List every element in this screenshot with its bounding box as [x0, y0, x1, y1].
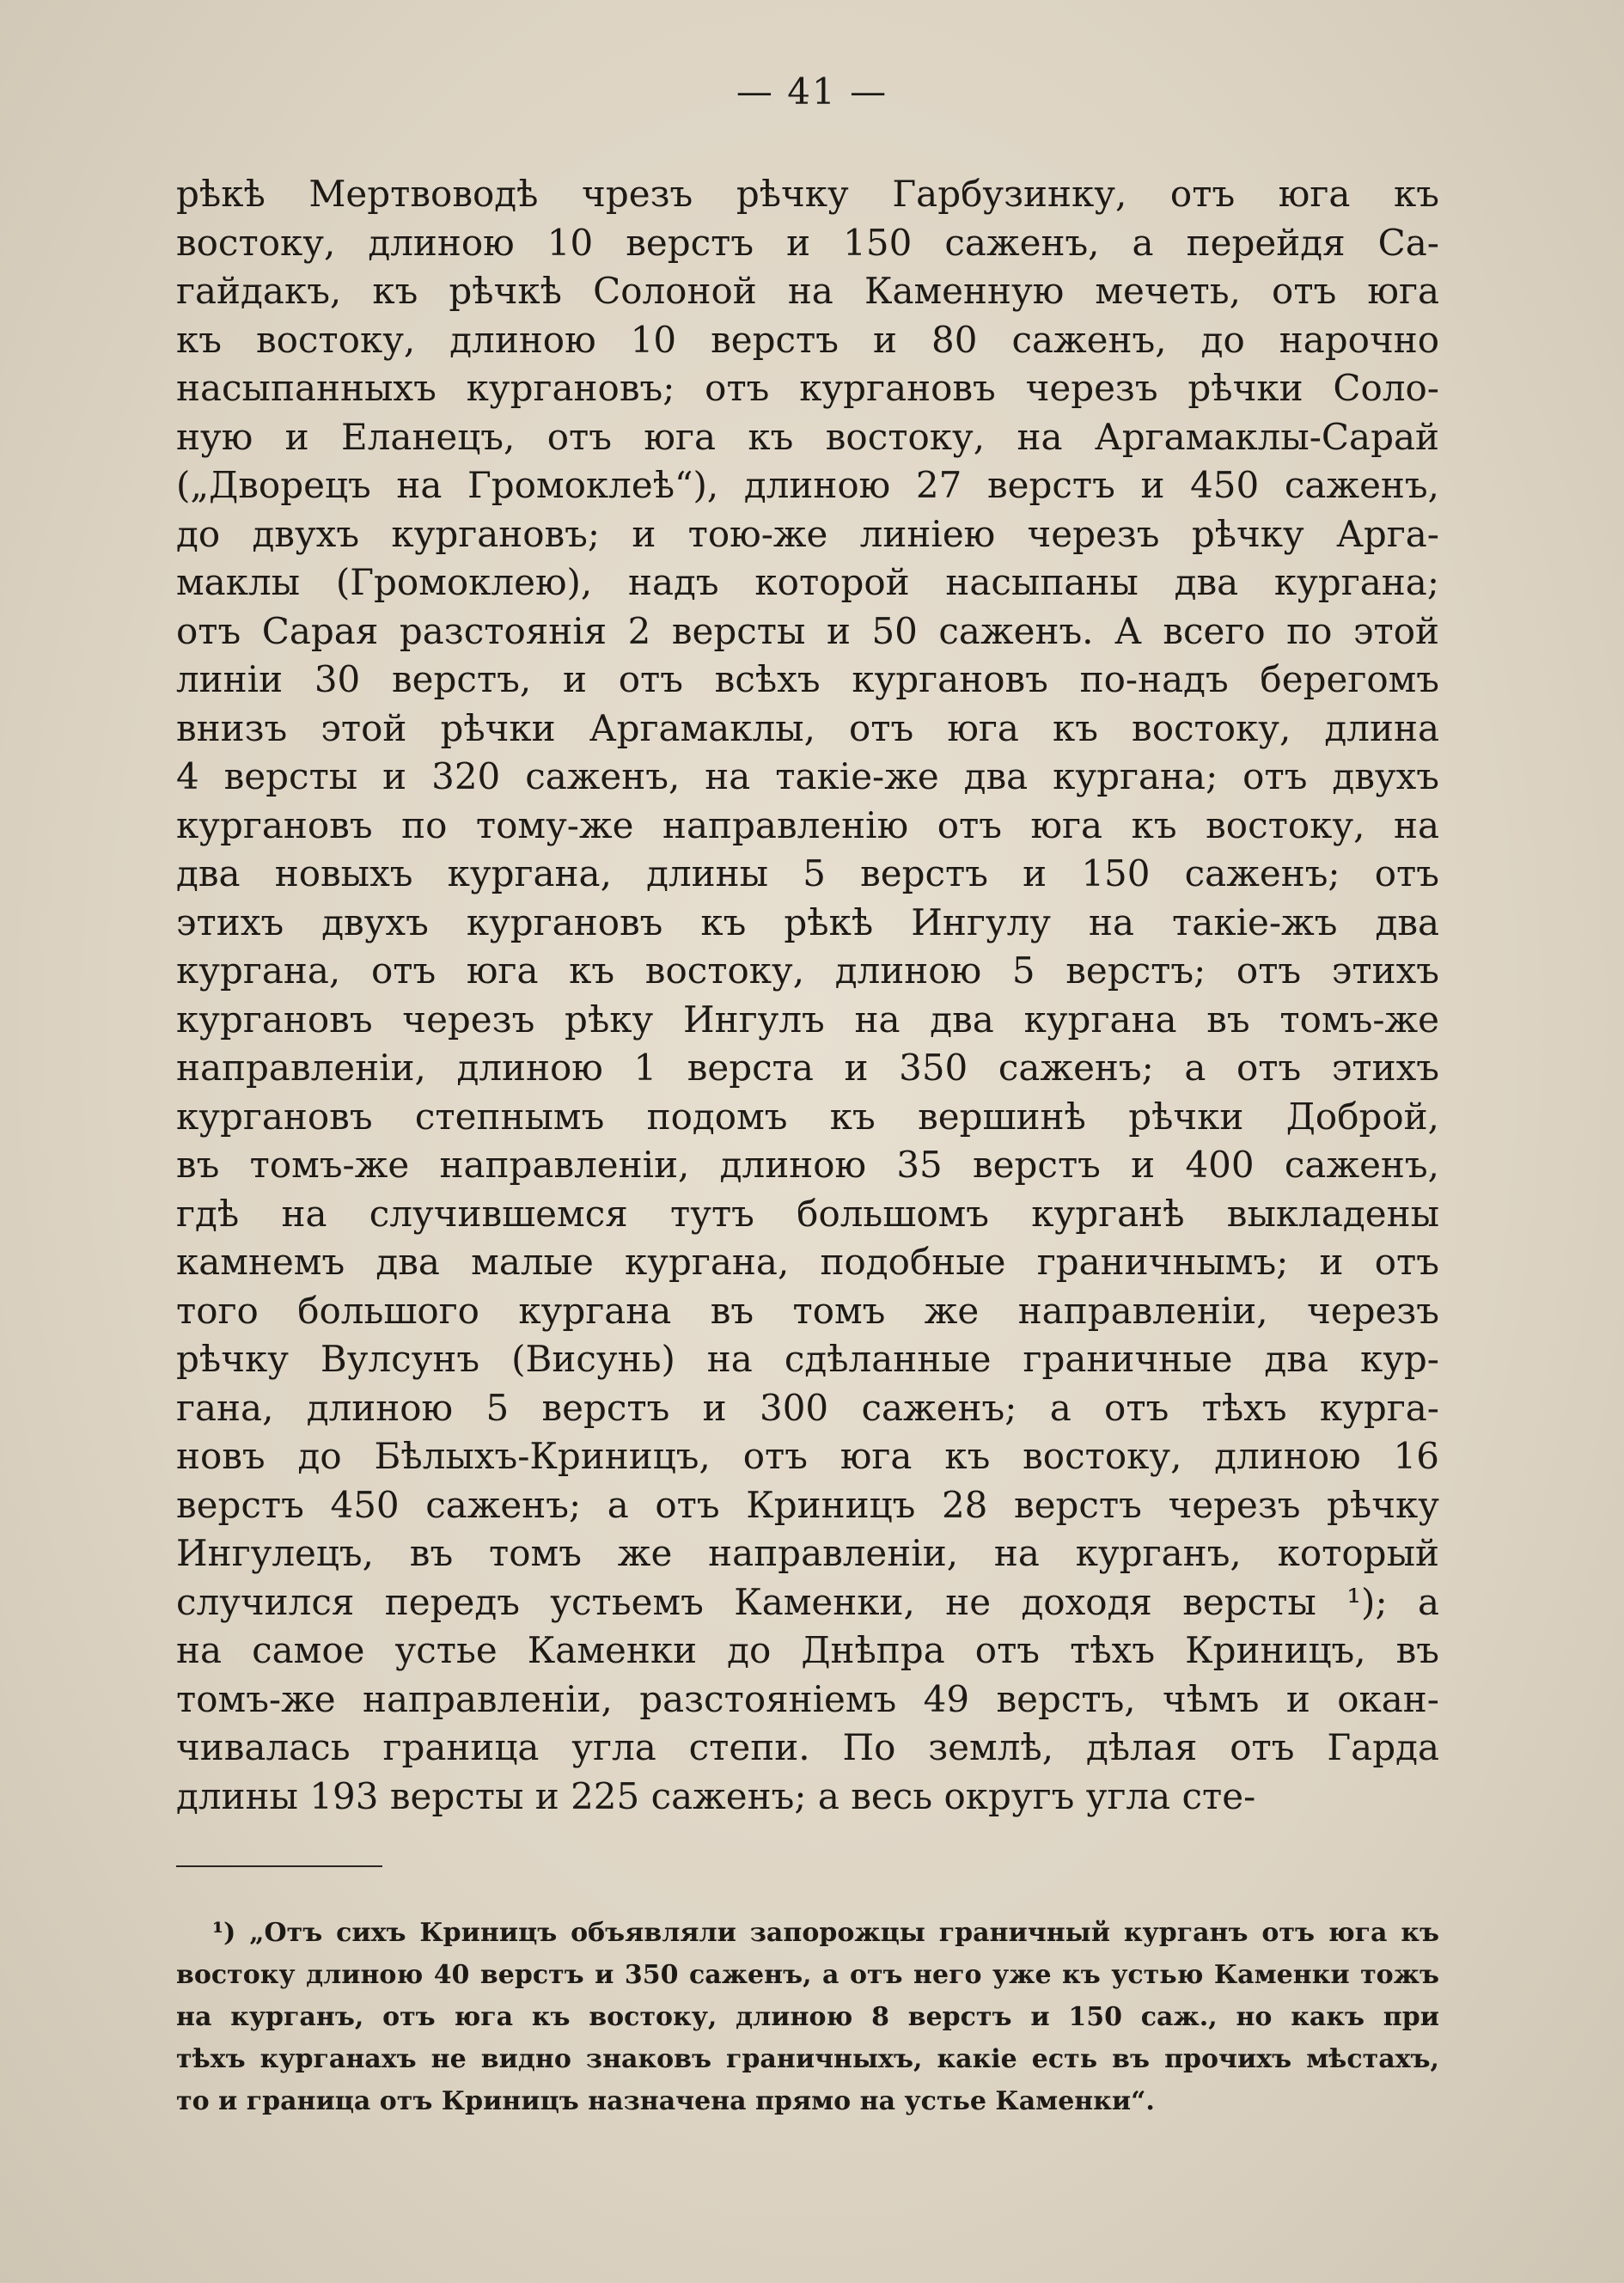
footnote-line: тѣхъ курганахъ не видно знаковъ граничныхъ, какіе есть въ прочихъ мѣстахъ, [176, 2044, 1439, 2074]
body-line: камнемъ два малые кургана, подобные граничнымъ; и отъ [176, 1241, 1439, 1283]
body-line: отъ Сарая разстоянія 2 версты и 50 саженъ. А всего по этой [176, 609, 1439, 652]
footnotes [176, 1912, 1439, 2122]
footnote-line: ¹) „Отъ сихъ Криницъ объявляли запорожцы граничный курганъ отъ юга къ [212, 1918, 1439, 1948]
body-line: маклы (Громоклею), надъ которой насыпаны два кургана; [176, 561, 1439, 603]
body-line: кургана, отъ юга къ востоку, длиною 5 верстъ; отъ этихъ [176, 949, 1439, 992]
page-number: — 41 — [736, 70, 888, 113]
body-line: внизъ этой рѣчки Аргамаклы, отъ юга къ востоку, длина [176, 706, 1439, 749]
body-line: до двухъ кургановъ; и тою-же линіею черезъ рѣчку Арга- [176, 512, 1439, 555]
body-line: длины 193 версты и 225 саженъ; а весь округъ угла сте- [176, 1774, 1256, 1817]
body-line: рѣкѣ Мертвоводѣ чрезъ рѣчку Гарбузинку, отъ юга къ [176, 173, 1439, 215]
body-line: востоку, длиною 10 верстъ и 150 саженъ, а перейдя Са- [176, 221, 1439, 264]
body-line: кургановъ по тому-же направленію отъ юга къ востоку, на [176, 803, 1439, 846]
body-line: къ востоку, длиною 10 верстъ и 80 саженъ, до нарочно [176, 318, 1439, 361]
body-line: кургановъ черезъ рѣку Ингулъ на два кургана въ томъ-же [176, 998, 1439, 1041]
body-line: гайдакъ, къ рѣчкѣ Солоной на Каменную мечеть, отъ юга [176, 270, 1439, 312]
body-line: два новыхъ кургана, длины 5 верстъ и 150 саженъ; отъ [176, 852, 1439, 894]
body-line: гдѣ на случившемся тутъ большомъ курганѣ выкладены [176, 1192, 1439, 1235]
footnote-separator [176, 1865, 382, 1867]
body-line: того большого кургана въ томъ же направленіи, черезъ [176, 1289, 1439, 1332]
body-line: насыпанныхъ кургановъ; отъ кургановъ черезъ рѣчки Соло- [176, 367, 1439, 409]
footnote-line: на курганъ, отъ юга къ востоку, длиною 8 верстъ и 150 саж., но какъ при [176, 2002, 1439, 2032]
body-line: кургановъ степнымъ подомъ къ вершинѣ рѣчки Доброй, [176, 1095, 1439, 1138]
body-line: въ томъ-же направленіи, длиною 35 верстъ и 400 саженъ, [176, 1144, 1439, 1186]
body-line: на самое устье Каменки до Днѣпра отъ тѣхъ Криницъ, въ [176, 1629, 1439, 1671]
body-line: случился передъ устьемъ Каменки, не доходя версты ¹); а [176, 1580, 1439, 1623]
body-line: томъ-же направленіи, разстояніемъ 49 верстъ, чѣмъ и окан- [176, 1677, 1439, 1720]
body-line: рѣчку Вулсунъ (Висунь) на сдѣланные граничные два кур- [176, 1338, 1439, 1380]
body-line: 4 версты и 320 саженъ, на такіе-же два кургана; отъ двухъ [176, 755, 1439, 797]
body-line: направленіи, длиною 1 верста и 350 саженъ; а отъ этихъ [176, 1047, 1439, 1089]
body-line: чивалась граница угла степи. По землѣ, дѣлая отъ Гарда [176, 1726, 1439, 1768]
body-line: Ингулецъ, въ томъ же направленіи, на курганъ, который [176, 1532, 1439, 1574]
footnote-line: то и граница отъ Криницъ назначена прямо на устье Каменки“. [176, 2086, 1155, 2116]
body-line: этихъ двухъ кургановъ къ рѣкѣ Ингулу на такіе-жъ два [176, 900, 1439, 943]
body-line: гана, длиною 5 верстъ и 300 саженъ; а отъ тѣхъ курга- [176, 1386, 1439, 1429]
body-line: ную и Еланецъ, отъ юга къ востоку, на Аргамаклы-Сарай [176, 415, 1439, 458]
footnote-line: востоку длиною 40 верстъ и 350 саженъ, а отъ него уже къ устью Каменки тожъ [176, 1960, 1439, 1990]
body-line: новъ до Бѣлыхъ-Криницъ, отъ юга къ востоку, длиною 16 [176, 1435, 1439, 1477]
body-text [176, 170, 1439, 1821]
body-line: линіи 30 верстъ, и отъ всѣхъ кургановъ по-надъ берегомъ [176, 658, 1439, 700]
body-line: („Дворецъ на Громоклеѣ“), длиною 27 верстъ и 450 саженъ, [176, 464, 1439, 506]
body-line: верстъ 450 саженъ; а отъ Криницъ 28 верстъ черезъ рѣчку [176, 1483, 1439, 1526]
